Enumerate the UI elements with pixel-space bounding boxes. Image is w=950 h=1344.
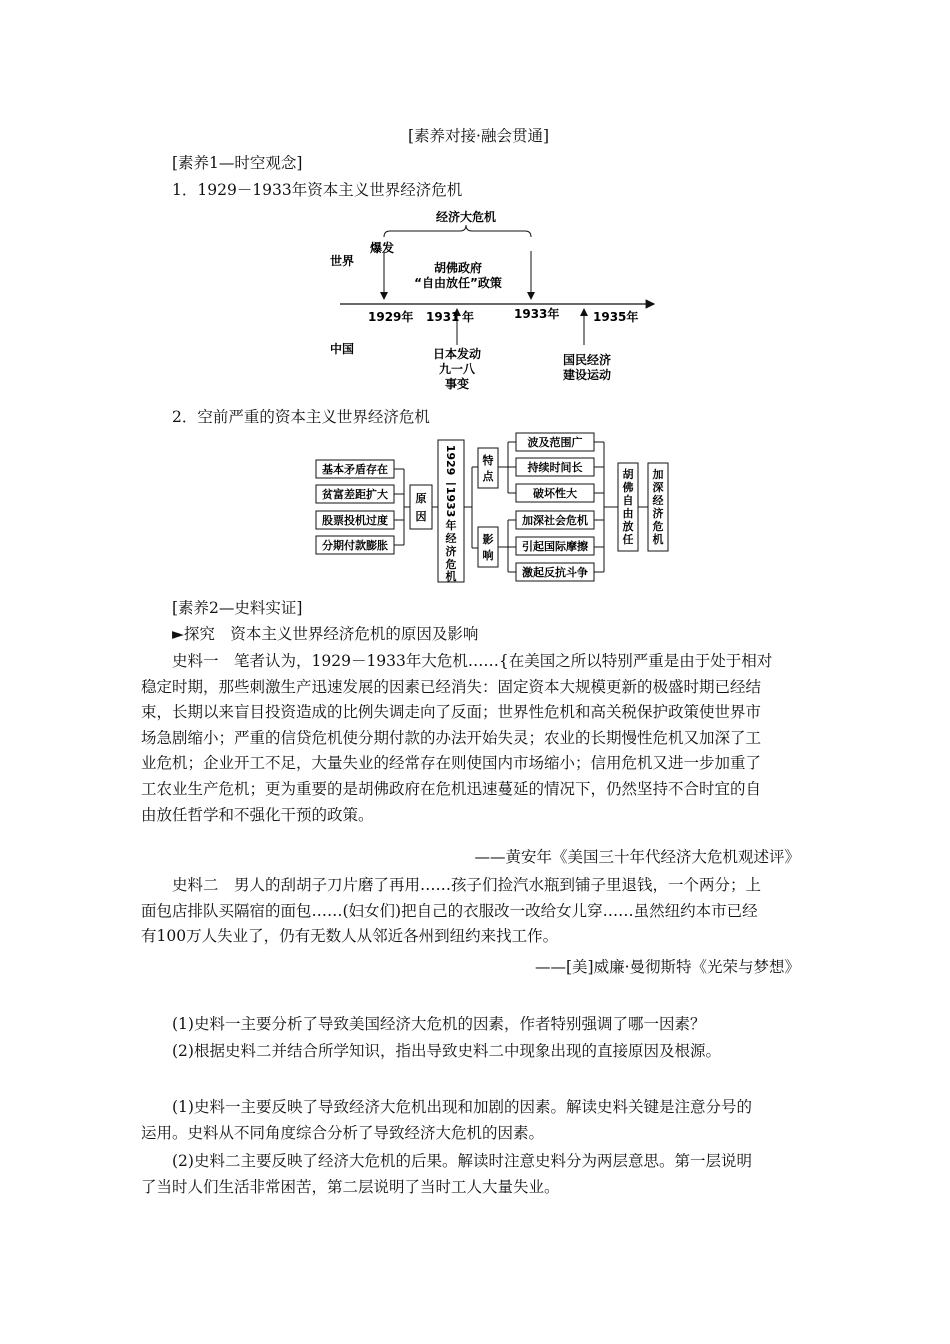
hoover-char-4: 由 bbox=[622, 507, 634, 520]
japan-label-3: 事变 bbox=[444, 377, 470, 391]
answer-1 bbox=[141, 1094, 812, 1146]
feature-label-2: 点 bbox=[482, 470, 494, 483]
material-1-line: 由放任哲学和不强化干预的政策。 bbox=[141, 805, 374, 824]
year-1931-nian: 年 bbox=[462, 310, 475, 324]
hoover-char-1: 胡 bbox=[622, 468, 634, 481]
hoover-char-3: 自 bbox=[622, 494, 634, 507]
cause-label-2: 因 bbox=[415, 510, 427, 523]
hoover-char-5: 放 bbox=[622, 520, 634, 533]
impact-text-3: 激起反抗斗争 bbox=[522, 566, 588, 579]
feature-text-3: 破坏性大 bbox=[533, 487, 577, 500]
center-text-4: 年 bbox=[445, 519, 457, 532]
feature-text-2: 持续时间长 bbox=[527, 461, 583, 474]
world-label: 世界 bbox=[330, 254, 355, 268]
japan-label-2: 九一八 bbox=[438, 362, 476, 376]
outbreak-label: 爆发 bbox=[370, 241, 395, 255]
timeline-diagram bbox=[320, 205, 665, 400]
section-2-label: [素养2—史料实证] bbox=[172, 599, 303, 617]
material-2-source: ——[美]威廉·曼彻斯特《光荣与梦想》 bbox=[534, 958, 800, 976]
gm-label-2: 建设运动 bbox=[562, 368, 612, 382]
cause-label-1: 原 bbox=[415, 492, 427, 505]
cause-text-4: 分期付款膨胀 bbox=[322, 539, 388, 552]
section-1-label: [素养1—时空观念] bbox=[172, 154, 303, 172]
china-label: 中国 bbox=[330, 342, 355, 356]
deepen-char-2: 深 bbox=[652, 481, 664, 494]
year-1933: 1933年 bbox=[514, 307, 560, 321]
section-header: [素养对接·融会贯通] bbox=[408, 127, 550, 145]
center-text-1: 1929 bbox=[444, 444, 457, 476]
impact-label-1: 影 bbox=[482, 533, 494, 546]
material-1-line: 场急剧缩小；严重的信贷危机使分期付款的办法开始失灵；农业的长期慢性危机又加深了工 bbox=[141, 728, 762, 747]
cause-text-2: 贫富差距扩大 bbox=[322, 488, 388, 501]
material-1-line: 束，长期以来盲目投资造成的比例失调走向了反面；世界性危机和高关税保护政策使世界市 bbox=[141, 703, 762, 722]
impact-label-2: 响 bbox=[482, 549, 494, 562]
center-text-8: 机 bbox=[445, 570, 457, 583]
crisis-diagram bbox=[312, 430, 677, 585]
material-2-line: 有100万人失业了，仍有无数人从邻近各州到纽约来找工作。 bbox=[141, 927, 559, 946]
deepen-char-4: 济 bbox=[652, 507, 664, 520]
hoover-char-6: 任 bbox=[622, 533, 634, 546]
brace-label: 经济大危机 bbox=[435, 210, 497, 224]
explore-title: ►探究 资本主义世界经济危机的原因及影响 bbox=[172, 625, 479, 643]
material-2 bbox=[141, 873, 812, 950]
material-2-line: 史料二 男人的刮胡子刀片磨了再用……孩子们捡汽水瓶到铺子里退钱，一个两分；上 bbox=[172, 876, 762, 894]
brace-line bbox=[384, 225, 531, 237]
gm-label-1: 国民经济 bbox=[562, 353, 612, 367]
impact-text-2: 引起国际摩擦 bbox=[522, 540, 588, 553]
feature-text-1: 波及范围广 bbox=[527, 436, 583, 449]
cause-text-3: 股票投机过度 bbox=[322, 514, 388, 527]
center-text-5: 经 bbox=[445, 532, 457, 545]
question-2: (2)根据史料二并结合所学知识，指出导致史料二中现象出现的直接原因及根源。 bbox=[172, 1042, 721, 1060]
item-2-title: 2．空前严重的资本主义世界经济危机 bbox=[172, 408, 430, 426]
answer-1-line: (1)史料一主要反映了导致经济大危机出现和加剧的因素。解读史料关键是注意分号的 bbox=[172, 1098, 752, 1116]
hoover-char-2: 佛 bbox=[622, 481, 634, 494]
material-1-line: 史料一 笔者认为，1929－1933年大危机……{在美国之所以特别严重是由于处于相对 bbox=[172, 652, 773, 670]
year-1929: 1929年 bbox=[368, 310, 414, 324]
hoover-label-1: 胡佛政府 bbox=[433, 261, 483, 275]
year-1931: 1931 bbox=[426, 310, 460, 324]
deepen-char-3: 经 bbox=[652, 494, 664, 507]
material-1-source: ——黄安年《美国三十年代经济大危机观述评》 bbox=[474, 848, 800, 866]
impact-text-1: 加深社会危机 bbox=[522, 514, 588, 527]
hoover-label-2: “自由放任”政策 bbox=[414, 276, 502, 290]
material-1 bbox=[141, 649, 812, 828]
center-text-6: 济 bbox=[445, 545, 457, 558]
feature-label-1: 特 bbox=[482, 454, 494, 467]
deepen-char-6: 机 bbox=[652, 533, 664, 546]
year-1935: 1935年 bbox=[593, 310, 639, 324]
deepen-char-5: 危 bbox=[652, 520, 664, 533]
deepen-char-1: 加 bbox=[652, 468, 664, 481]
center-text-2: — bbox=[445, 477, 457, 490]
material-1-line: 工农业生产危机；更为重要的是胡佛政府在危机迅速蔓延的情况下，仍然坚持不合时宜的自 bbox=[141, 779, 762, 798]
material-1-line: 稳定时期，那些刺激生产迅速发展的因素已经消失：固定资本大规模更新的极盛时期已经结 bbox=[141, 677, 762, 696]
answer-2 bbox=[141, 1148, 812, 1200]
japan-label-1: 日本发动 bbox=[432, 347, 482, 361]
material-2-line: 面包店排队买隔宿的面包……(妇女们)把自己的衣服改一改给女儿穿……虽然纽约本市已经 bbox=[141, 901, 758, 920]
item-1-title: 1．1929－1933年资本主义世界经济危机 bbox=[172, 181, 463, 199]
answer-2-line: 了当时人们生活非常困苦，第二层说明了当时工人大量失业。 bbox=[141, 1178, 560, 1196]
answer-2-line: (2)史料二主要反映了经济大危机的后果。解读时注意史料分为两层意思。第一层说明 bbox=[172, 1152, 752, 1170]
question-1: (1)史料一主要分析了导致美国经济大危机的因素，作者特别强调了哪一因素？ bbox=[172, 1015, 706, 1033]
material-1-line: 业危机；企业开工不足，大量失业的经常存在则使国内市场缩小；信用危机又进一步加重了 bbox=[141, 754, 762, 773]
answer-1-line: 运用。史料从不同角度综合分析了导致经济大危机的因素。 bbox=[141, 1124, 545, 1142]
center-text-7: 危 bbox=[445, 558, 457, 571]
center-text-3: 1933 bbox=[444, 486, 457, 518]
cause-text-1: 基本矛盾存在 bbox=[322, 463, 388, 476]
